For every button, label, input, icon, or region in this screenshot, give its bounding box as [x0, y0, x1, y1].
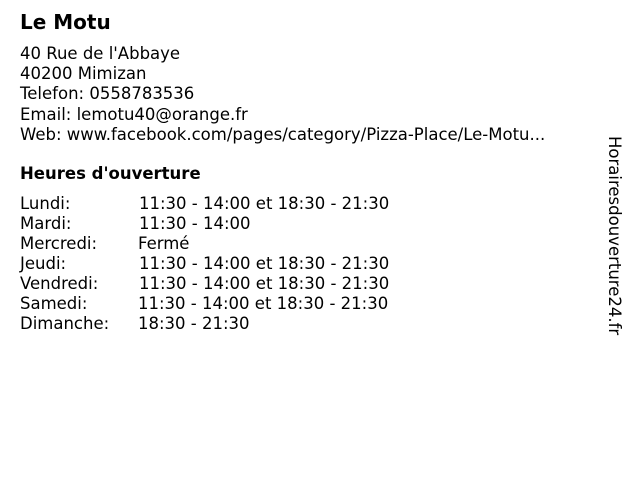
- site-watermark: Horairesdouverture24.fr: [605, 136, 624, 336]
- phone-line: Telefon: 0558783536: [20, 84, 195, 104]
- business-contact-block: [20, 44, 545, 145]
- hours-day: Jeudi:: [20, 254, 67, 273]
- hours-day: Samedi:: [20, 294, 88, 313]
- hours-time: 11:30 - 14:00 et 18:30 - 21:30: [138, 294, 389, 313]
- email-line: Email: lemotu40@orange.fr: [20, 104, 248, 124]
- hours-day: Vendredi:: [20, 274, 99, 293]
- hours-day: Mercredi:: [20, 234, 98, 253]
- web-line: Web: www.facebook.com/pages/category/Pizza-Place/Le-Motu...: [20, 124, 546, 144]
- address-line: 40 Rue de l'Abbaye: [20, 44, 181, 63]
- hours-time: 18:30 - 21:30: [138, 314, 250, 333]
- business-name: Le Motu: [20, 10, 111, 34]
- city-line: 40200 Mimizan: [20, 64, 147, 84]
- opening-hours-heading: Heures d'ouverture: [20, 164, 201, 183]
- hours-time: 11:30 - 14:00 et 18:30 - 21:30: [139, 254, 390, 273]
- hours-time: 11:30 - 14:00 et 18:30 - 21:30: [139, 194, 390, 213]
- hours-time: Fermé: [138, 234, 190, 253]
- hours-day: Mardi:: [20, 214, 72, 233]
- hours-time: 11:30 - 14:00: [139, 214, 251, 233]
- hours-day: Dimanche:: [20, 314, 110, 333]
- hours-day: Lundi:: [20, 194, 71, 213]
- hours-time: 11:30 - 14:00 et 18:30 - 21:30: [139, 274, 390, 293]
